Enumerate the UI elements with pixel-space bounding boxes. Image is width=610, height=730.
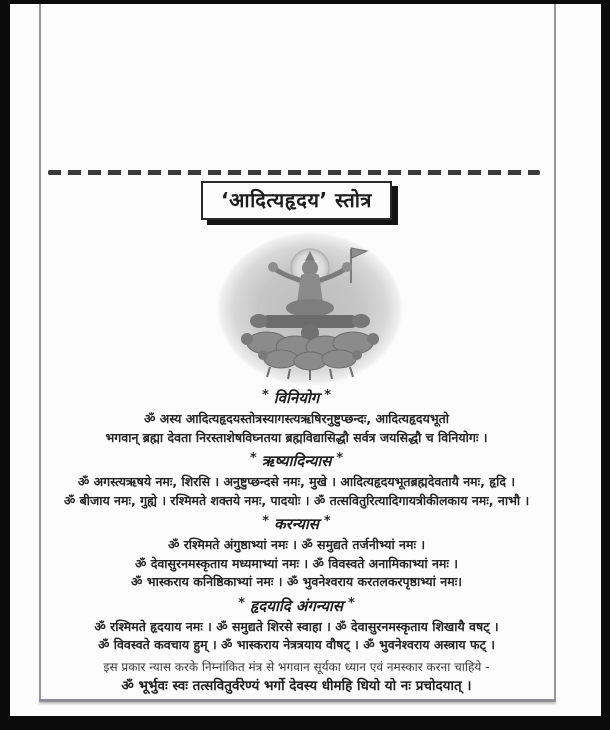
star-decoration: *	[261, 388, 269, 403]
star-decoration: *	[323, 514, 331, 529]
section-heading	[39, 451, 554, 471]
section-karanyas	[39, 514, 554, 592]
dashed-divider	[48, 170, 540, 175]
stotra-line: ॐ रश्मिमते अंगुष्ठाभ्यां नमः । ॐ समुद्यते तर्जनीभ्यां नमः ।	[167, 537, 426, 552]
surya-chariot-image	[215, 231, 405, 387]
instruction-line: इस प्रकार न्यास करके निम्नांकित मंत्र से भगवान सूर्यका ध्यान एवं नमस्कार करना चाहिये -	[103, 659, 490, 674]
section-heading	[39, 388, 554, 408]
page-frame-bottom-line	[39, 699, 556, 702]
scanned-book-page	[10, 4, 601, 716]
section-heading	[39, 596, 554, 616]
stotra-text-block	[39, 385, 554, 696]
gayatri-mantra-line: ॐ भूर्भुवः स्वः तत्सवितुर्वरेण्यं भर्गो देवस्य धीमहि धियो यो नः प्रचोदयात् ।	[121, 677, 472, 694]
title-row	[39, 181, 554, 220]
star-decoration: *	[238, 595, 246, 611]
section-rishyadinyas	[39, 451, 554, 510]
stotra-line: ॐ अस्य आदित्यहृदयस्तोत्रस्यागस्त्यऋषिरनुष्टुप्छन्दः, आदित्यहृदयभूतो	[144, 411, 449, 426]
star-decoration: *	[262, 514, 270, 529]
page-title: ‘आदित्यहृदय’ स्तोत्र	[201, 181, 392, 220]
star-decoration: *	[324, 388, 332, 403]
stotra-line: ॐ देवासुरनमस्कृताय मध्यमाभ्यां नमः । ॐ विवस्वते अनामिकाभ्यां नमः ।	[134, 555, 459, 571]
stotra-line: ॐ अगस्त्यऋषये नमः, शिरसि । अनुष्टुप्छन्दसे नमः, मुखे । आदित्यहृदयभूतब्रह्मदेवतायै नमः, हृदि ।	[77, 474, 516, 489]
section-heading-text: करन्यास	[274, 515, 319, 533]
section-hridayadi-anganyas	[39, 596, 554, 655]
section-heading-text: विनियोग	[273, 389, 320, 407]
section-viniyog	[39, 388, 554, 447]
section-heading-text: हृदयादि अंगन्यास	[250, 596, 343, 615]
page-frame-right-line	[554, 4, 556, 701]
stotra-line: ॐ भास्कराय कनिष्ठिकाभ्यां नमः । ॐ भुवनेश्वराय करतलकरपृष्ठाभ्यां नमः।	[131, 574, 462, 589]
stotra-line: ॐ बीजाय नमः, गुह्ये । रश्मिमते शक्तये नमः, पादयोः । ॐ तत्सवितुरित्यादिगायत्रीकीलकाय नमः, नाभौ ।	[63, 492, 530, 508]
stotra-line: ॐ विवस्वते कवचाय हुम् । ॐ भास्कराय नेत्रत्रयाय वौषट् । ॐ भुवनेश्वराय अस्त्राय फट् ।	[97, 637, 496, 652]
star-decoration: *	[336, 451, 344, 466]
section-heading	[39, 514, 554, 534]
stotra-line: ॐ रश्मिमते हृदयाय नमः । ॐ समुद्यते शिरसे स्वाहा । ॐ देवासुरनमस्कृताय शिखायै वषट् ।	[94, 618, 499, 634]
stotra-line: भगवान् ब्रह्मा देवता निरस्ताशेषविघ्नतया ब्रह्मविद्यासिद्धौ सर्वत्र जयसिद्धौ च विनियोगः ।	[105, 429, 488, 445]
section-heading-text: ऋष्यादिन्यास	[261, 452, 332, 470]
surya-chariot-illustration	[215, 231, 405, 387]
star-decoration: *	[249, 451, 257, 466]
star-decoration: *	[347, 595, 355, 611]
